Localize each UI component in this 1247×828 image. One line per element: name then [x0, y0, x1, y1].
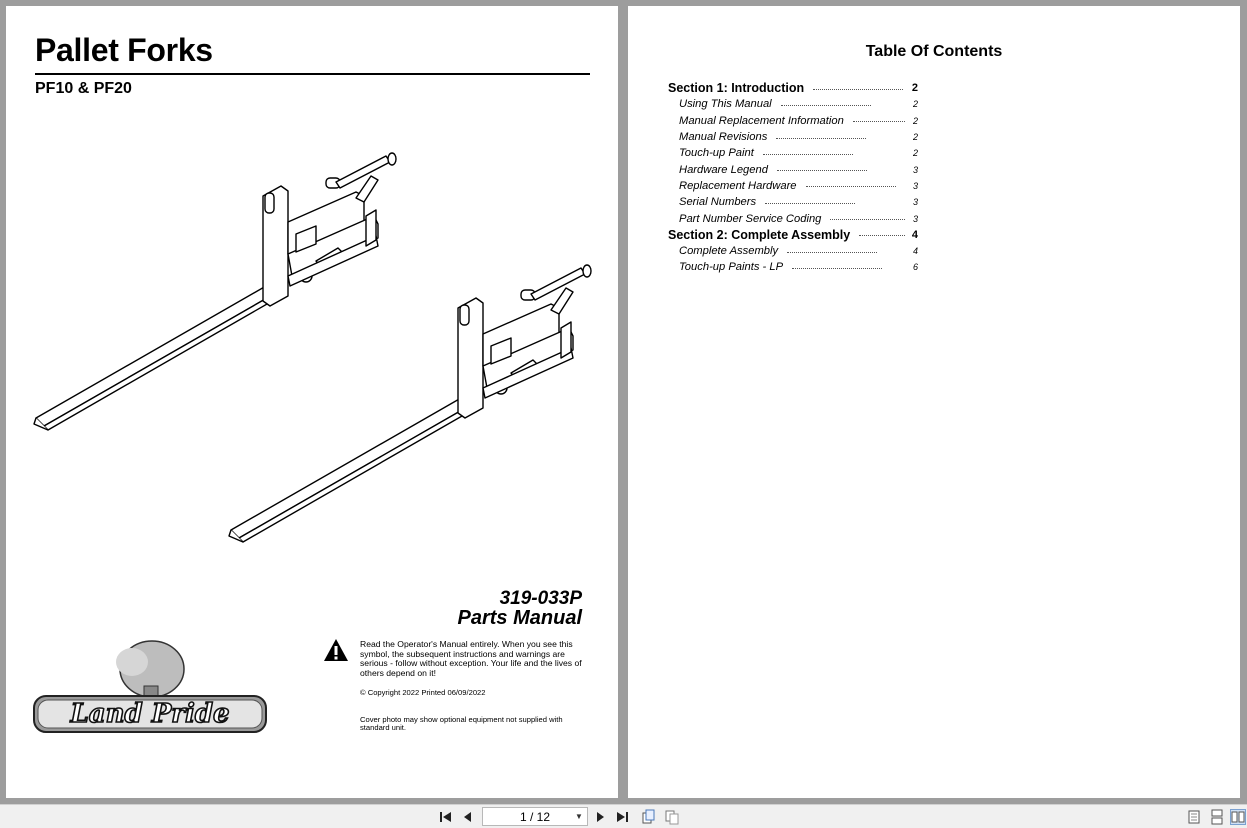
title-rule	[35, 73, 590, 75]
toc-subsection-entry[interactable]	[668, 210, 918, 226]
pallet-forks-illustration	[26, 136, 606, 556]
prev-page-icon[interactable]	[460, 809, 476, 825]
toc-dot-leader	[859, 235, 905, 236]
toc-title: Table Of Contents	[865, 43, 1003, 60]
toc-entry-page: 4	[912, 246, 918, 257]
toc-subsection-entry[interactable]	[668, 161, 918, 177]
single-page-icon[interactable]	[1186, 809, 1202, 825]
toc-page	[628, 6, 1240, 798]
page-indicator: 1 / 12	[519, 809, 551, 824]
page-number-select[interactable]	[482, 807, 588, 826]
toc-section-entry[interactable]	[668, 80, 918, 96]
toc-entry-label: Manual Replacement Information	[679, 114, 844, 127]
toc-entry-label: Part Number Service Coding	[679, 212, 822, 225]
toc-entry-page: 6	[912, 262, 918, 273]
manual-type: Parts Manual	[457, 607, 582, 629]
toc-entry-page: 2	[912, 115, 918, 126]
svg-text:Land Pride: Land Pride	[70, 699, 230, 729]
go-back-icon[interactable]	[640, 809, 656, 825]
toc-entry-page: 4	[911, 228, 918, 241]
toc-dot-leader	[806, 186, 896, 187]
toc-list	[668, 80, 918, 276]
toc-entry-label: Touch-up Paint	[679, 147, 754, 160]
toc-entry-page: 2	[911, 82, 918, 95]
chevron-down-icon: ▼	[575, 812, 583, 821]
toc-entry-label: Touch-up Paints - LP	[679, 261, 784, 274]
toc-subsection-entry[interactable]	[668, 194, 918, 210]
toc-entry-page: 2	[912, 132, 918, 143]
fork-2-drawing	[229, 265, 591, 542]
warning-triangle-icon	[323, 638, 349, 662]
land-pride-logo	[32, 634, 268, 734]
toc-entry-page: 3	[912, 197, 918, 208]
continuous-page-icon[interactable]	[1209, 809, 1225, 825]
toc-entry-page: 3	[912, 180, 918, 191]
toc-entry-label: Section 1: Introduction	[668, 81, 805, 96]
first-page-icon[interactable]	[438, 809, 454, 825]
toc-entry-label: Using This Manual	[679, 98, 772, 111]
viewer-toolbar	[0, 804, 1247, 828]
toc-dot-leader	[813, 89, 903, 90]
toc-subsection-entry[interactable]	[668, 243, 918, 259]
toc-subsection-entry[interactable]	[668, 259, 918, 275]
last-page-icon[interactable]	[614, 809, 630, 825]
toc-entry-page: 3	[912, 164, 918, 175]
toc-entry-label: Serial Numbers	[679, 196, 757, 209]
toc-dot-leader	[765, 203, 855, 204]
toc-subsection-entry[interactable]	[668, 178, 918, 194]
toc-dot-leader	[830, 219, 905, 220]
toc-subsection-entry[interactable]	[668, 113, 918, 129]
fork-1-drawing	[34, 153, 396, 430]
manual-number: 319-033P	[499, 588, 582, 609]
toc-dot-leader	[853, 121, 905, 122]
toc-entry-label: Manual Revisions	[679, 131, 768, 144]
cover-note: Cover photo may show optional equipment not supplied with standard unit.	[360, 715, 563, 733]
toc-dot-leader	[792, 268, 882, 269]
toc-section-entry[interactable]	[668, 227, 918, 243]
cover-page	[6, 6, 618, 798]
toc-subsection-entry[interactable]	[668, 129, 918, 145]
toc-dot-leader	[776, 138, 866, 139]
toc-entry-label: Hardware Legend	[679, 163, 768, 176]
toc-subsection-entry[interactable]	[668, 145, 918, 161]
toc-entry-label: Replacement Hardware	[679, 179, 797, 192]
toc-dot-leader	[787, 252, 877, 253]
toc-entry-page: 3	[912, 213, 918, 224]
toc-dot-leader	[763, 154, 853, 155]
toc-dot-leader	[777, 170, 867, 171]
toc-entry-page: 2	[912, 148, 918, 159]
toc-entry-label: Section 2: Complete Assembly	[668, 227, 851, 242]
cover-title: Pallet Forks	[35, 32, 213, 68]
cover-subtitle: PF10 & PF20	[35, 80, 132, 97]
toc-entry-label: Complete Assembly	[679, 245, 779, 258]
toc-entry-page: 2	[912, 99, 918, 110]
go-forward-icon[interactable]	[664, 809, 680, 825]
warning-text: Read the Operator's Manual entirely. When you see this symbol, the subsequent instructions and warnings are serious - follow without exception. Your life and the lives of others depend on it!	[360, 639, 582, 678]
next-page-icon[interactable]	[592, 809, 608, 825]
facing-pages-icon[interactable]	[1230, 809, 1246, 825]
toc-dot-leader	[781, 105, 871, 106]
toc-subsection-entry[interactable]	[668, 96, 918, 112]
copyright-text: © Copyright 2022 Printed 06/09/2022	[360, 688, 486, 697]
